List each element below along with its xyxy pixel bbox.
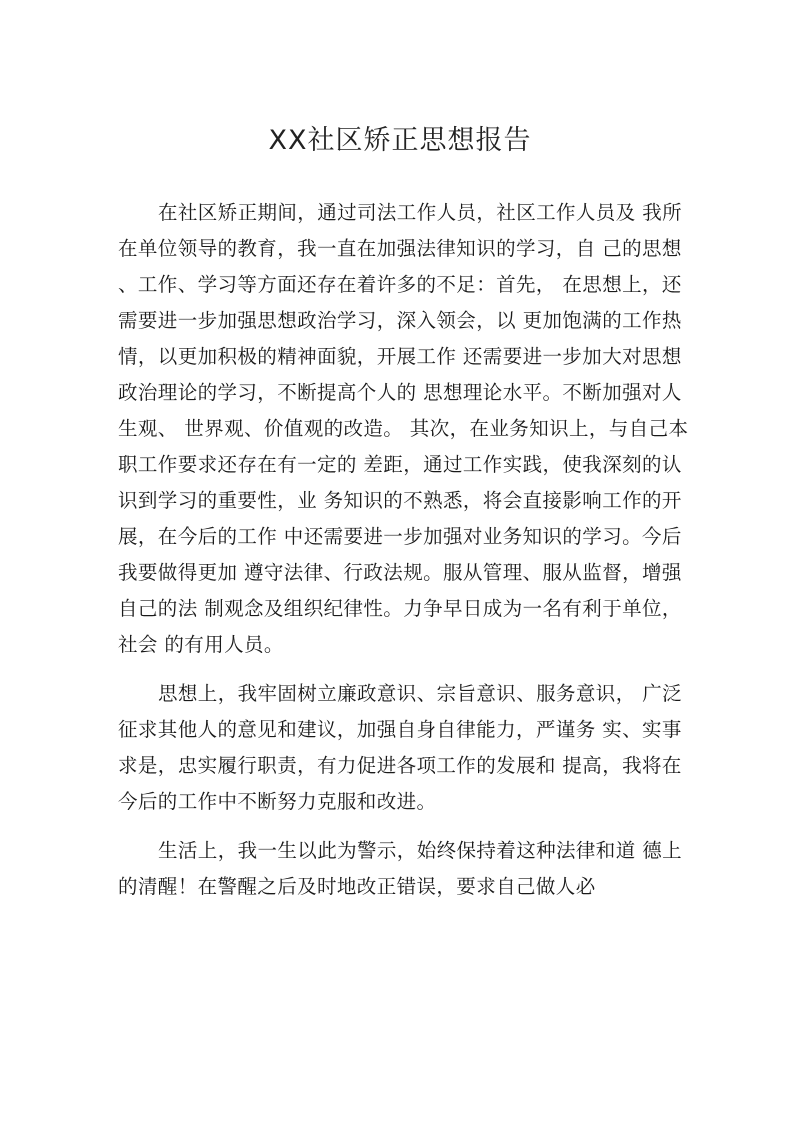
text-line: 政治理论的学习，不断提高个人的 思想理论水平。不断加强对人: [118, 381, 682, 404]
text-line: 社会 的有用人员。: [118, 633, 284, 656]
paragraph-1: [118, 195, 689, 663]
text-line: 在单位领导的教育，我一直在加强法律知识的学习，自 己的思想: [118, 237, 682, 260]
text-line: 生活上，我一生以此为警示，始终保持着这种法律和道 德上: [158, 839, 682, 862]
text-line: 生观、 世界观、价值观的改造。 其次，在业务知识上，与自己本: [118, 417, 689, 440]
text-line: 我要做得更加 遵守法律、行政法规。服从管理、服从监督，增强: [118, 561, 682, 584]
text-line: 展，在今后的工作 中还需要进一步加强对业务知识的学习。今后: [118, 525, 682, 548]
text-line: 的清醒！在警醒之后及时地改正错误，要求自己做人必: [118, 875, 596, 898]
text-line: 思想上，我牢固树立廉政意识、宗旨意识、服务意识， 广泛: [158, 682, 682, 705]
text-line: 需要进一步加强思想政治学习，深入领会，以 更加饱满的工作热: [118, 309, 682, 332]
text-line: 求是，忠实履行职责，有力促进各项工作的发展和 提高，我将在: [118, 754, 682, 777]
text-line: 自己的法 制观念及组织纪律性。力争早日成为一名有利于单位，: [118, 597, 682, 620]
text-line: 情，以更加积极的精神面貌，开展工作 还需要进一步加大对思想: [118, 345, 682, 368]
text-line: 职工作要求还存在有一定的 差距，通过工作实践，使我深刻的认: [118, 453, 682, 476]
document-title: XX社区矫正思想报告: [268, 125, 532, 157]
paragraph-gap: [118, 820, 674, 833]
paragraph-3: [118, 833, 682, 905]
paragraph-2: [118, 676, 682, 820]
text-line: 征求其他人的意见和建议，加强自身自律能力，严谨务 实、实事: [118, 718, 682, 741]
text-line: 、工作、学习等方面还存在着许多的不足：首先， 在思想上，还: [118, 273, 682, 296]
document-body: [118, 195, 689, 905]
text-line: 在社区矫正期间，通过司法工作人员，社区工作人员及 我所: [158, 201, 682, 224]
text-line: 识到学习的重要性，业 务知识的不熟悉，将会直接影响工作的开: [118, 489, 682, 512]
paragraph-gap: [118, 663, 674, 676]
text-line: 今后的工作中不断努力克服和改进。: [118, 790, 437, 813]
